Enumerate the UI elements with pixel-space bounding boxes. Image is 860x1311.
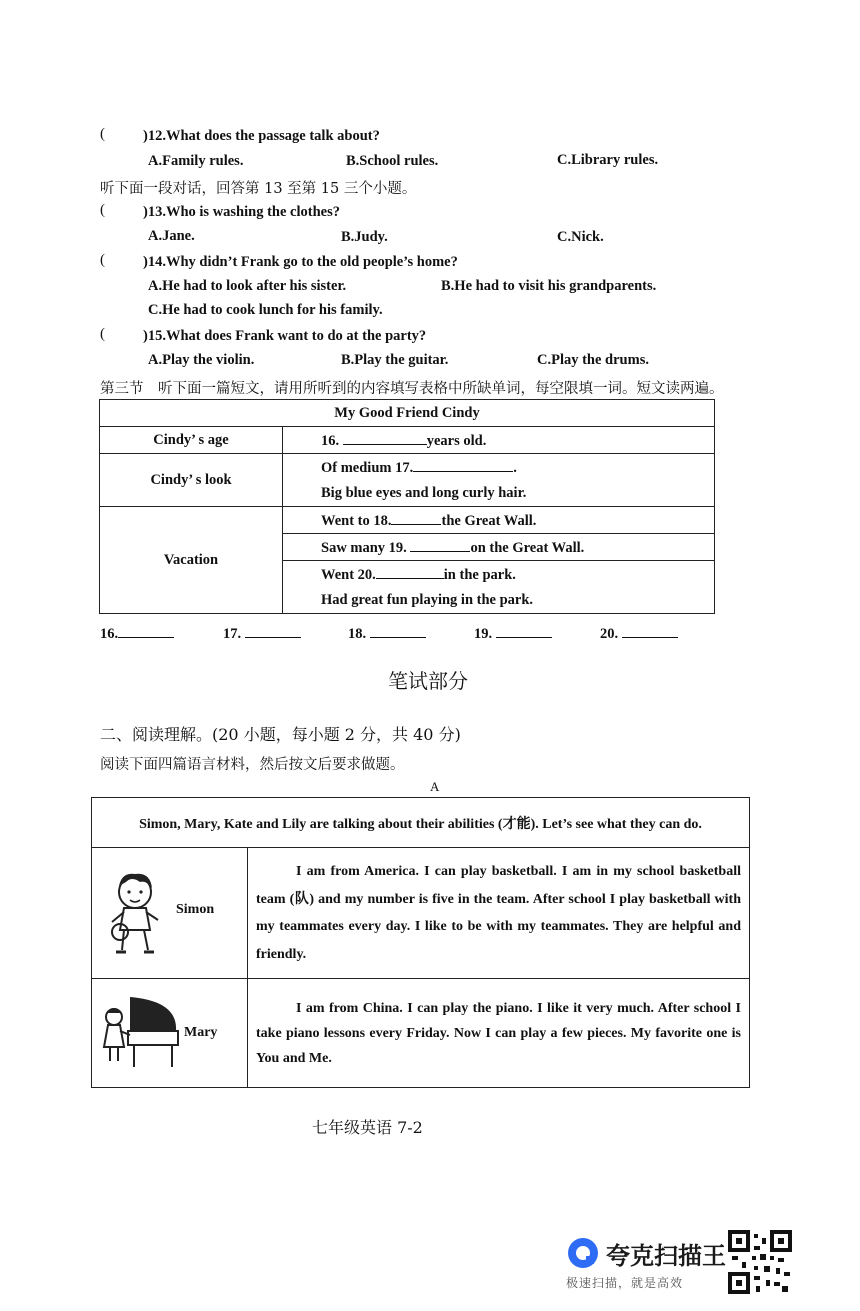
blank-20[interactable] xyxy=(376,564,444,579)
option-12b: B.School rules. xyxy=(346,153,439,169)
answer-paren-14: ( xyxy=(100,252,105,268)
blank-20-prefix: Went 20. xyxy=(321,567,376,583)
blank-19-suffix: on the Great Wall. xyxy=(470,540,585,556)
question-12: )12.What does the passage talk about? xyxy=(143,128,380,144)
simon-text-body: I am from America. I can play basketball. I am in my school basketball team (队) and my number is five in the team. After school I play basketball with my teammates every day. I like to be with my teammates. They are helpful and friendly. xyxy=(256,864,741,962)
blank-18-prefix: Went to 18. xyxy=(321,513,392,529)
simon-name: Simon xyxy=(176,902,215,917)
question-15: )15.What does Frank want to do at the party? xyxy=(143,328,427,344)
blank-19[interactable] xyxy=(410,537,470,552)
answer-18[interactable] xyxy=(348,623,426,643)
scanner-brand: 夸克扫描王 xyxy=(606,1242,726,1270)
blank-20-suffix: in the park. xyxy=(443,567,516,583)
answer-17[interactable] xyxy=(223,623,301,643)
scanner-watermark xyxy=(564,1232,724,1292)
simon-text xyxy=(248,848,750,979)
page-footer: 七年级英语 7-2 xyxy=(312,1118,423,1137)
option-15a: A.Play the violin. xyxy=(148,352,255,368)
answer-16-label: 16. xyxy=(100,626,119,642)
cindy-table-title: My Good Friend Cindy xyxy=(100,400,715,427)
qr-code-icon xyxy=(728,1230,792,1294)
mary-text xyxy=(248,979,750,1088)
blank-17-prefix: Of medium 17. xyxy=(321,460,414,476)
abilities-table xyxy=(91,797,750,1088)
option-13c: C.Nick. xyxy=(557,229,604,245)
answer-19[interactable] xyxy=(474,623,552,643)
abilities-intro: Simon, Mary, Kate and Lily are talking about their abilities (才能). Let’s see what they can do. xyxy=(92,798,750,848)
simon-picture-cell xyxy=(92,848,248,979)
answer-19-label: 19. xyxy=(474,626,496,642)
blank-16[interactable] xyxy=(343,430,427,445)
vacation-cell-2 xyxy=(283,534,715,561)
vacation-cell-4: Had great fun playing in the park. xyxy=(283,587,715,614)
answer-20[interactable] xyxy=(600,623,678,643)
written-part-heading: 笔试部分 xyxy=(388,669,468,693)
blank-17[interactable] xyxy=(413,457,513,472)
cindy-look-cell-1 xyxy=(283,454,715,481)
cindy-table xyxy=(99,399,715,614)
answer-17-label: 17. xyxy=(223,626,245,642)
cindy-age-cell xyxy=(283,427,715,454)
vacation-label: Vacation xyxy=(100,507,283,614)
option-12c: C.Library rules. xyxy=(557,152,659,168)
basketball-boy-illustration xyxy=(102,866,172,956)
option-15b: B.Play the guitar. xyxy=(341,352,449,368)
mary-text-body: I am from China. I can play the piano. I like it very much. After school I take piano lessons every Friday. Now I can play a few pieces. My favorite one is You and Me. xyxy=(256,1000,741,1066)
blank-18-suffix: the Great Wall. xyxy=(441,513,537,529)
option-14a: A.He had to look after his sister. xyxy=(148,278,347,294)
vacation-cell-1 xyxy=(283,507,715,534)
passage-letter: A xyxy=(430,779,440,794)
option-12a: A.Family rules. xyxy=(148,153,244,169)
blank-16-prefix: 16. xyxy=(321,433,343,449)
mary-name: Mary xyxy=(184,1025,218,1040)
question-14: )14.Why didn’t Frank go to the old people’s home? xyxy=(143,254,458,270)
scanner-slogan: 极速扫描，就是高效 xyxy=(566,1276,684,1290)
instruction-13-15: 听下面一段对话，回答第 13 至第 15 三个小题。 xyxy=(100,181,417,197)
cindy-look-label: Cindy’ s look xyxy=(100,454,283,507)
blank-18[interactable] xyxy=(391,510,441,525)
option-15c: C.Play the drums. xyxy=(537,352,649,368)
section3-instruction: 第三节 听下面一篇短文，请用所听到的内容填写表格中所缺单词，每空限填一词。短文读两遍。 xyxy=(100,381,724,397)
option-13b: B.Judy. xyxy=(341,229,388,245)
answer-paren-12: ( xyxy=(100,126,105,142)
cindy-age-label: Cindy’ s age xyxy=(100,427,283,454)
answer-16[interactable] xyxy=(100,623,174,643)
question-13: )13.Who is washing the clothes? xyxy=(143,204,340,220)
answer-20-label: 20. xyxy=(600,626,622,642)
reading-instruction: 阅读下面四篇语言材料，然后按文后要求做题。 xyxy=(100,757,405,773)
option-13a: A.Jane. xyxy=(148,228,195,244)
answer-18-label: 18. xyxy=(348,626,370,642)
blank-17-suffix: . xyxy=(513,460,517,476)
cindy-look-cell-2: Big blue eyes and long curly hair. xyxy=(283,480,715,507)
blank-19-prefix: Saw many 19. xyxy=(321,540,411,556)
vacation-cell-3 xyxy=(283,561,715,588)
scanner-logo-icon xyxy=(566,1236,600,1270)
piano-girl-illustration xyxy=(100,991,184,1071)
answer-paren-13: ( xyxy=(100,202,105,218)
reading-heading: 二、阅读理解。(20 小题，每小题 2 分，共 40 分) xyxy=(100,725,461,744)
option-14b: B.He had to visit his grandparents. xyxy=(441,278,657,294)
blank-16-suffix: years old. xyxy=(426,433,487,449)
mary-picture-cell xyxy=(92,979,248,1088)
answer-paren-15: ( xyxy=(100,326,105,342)
option-14c: C.He had to cook lunch for his family. xyxy=(148,302,383,318)
